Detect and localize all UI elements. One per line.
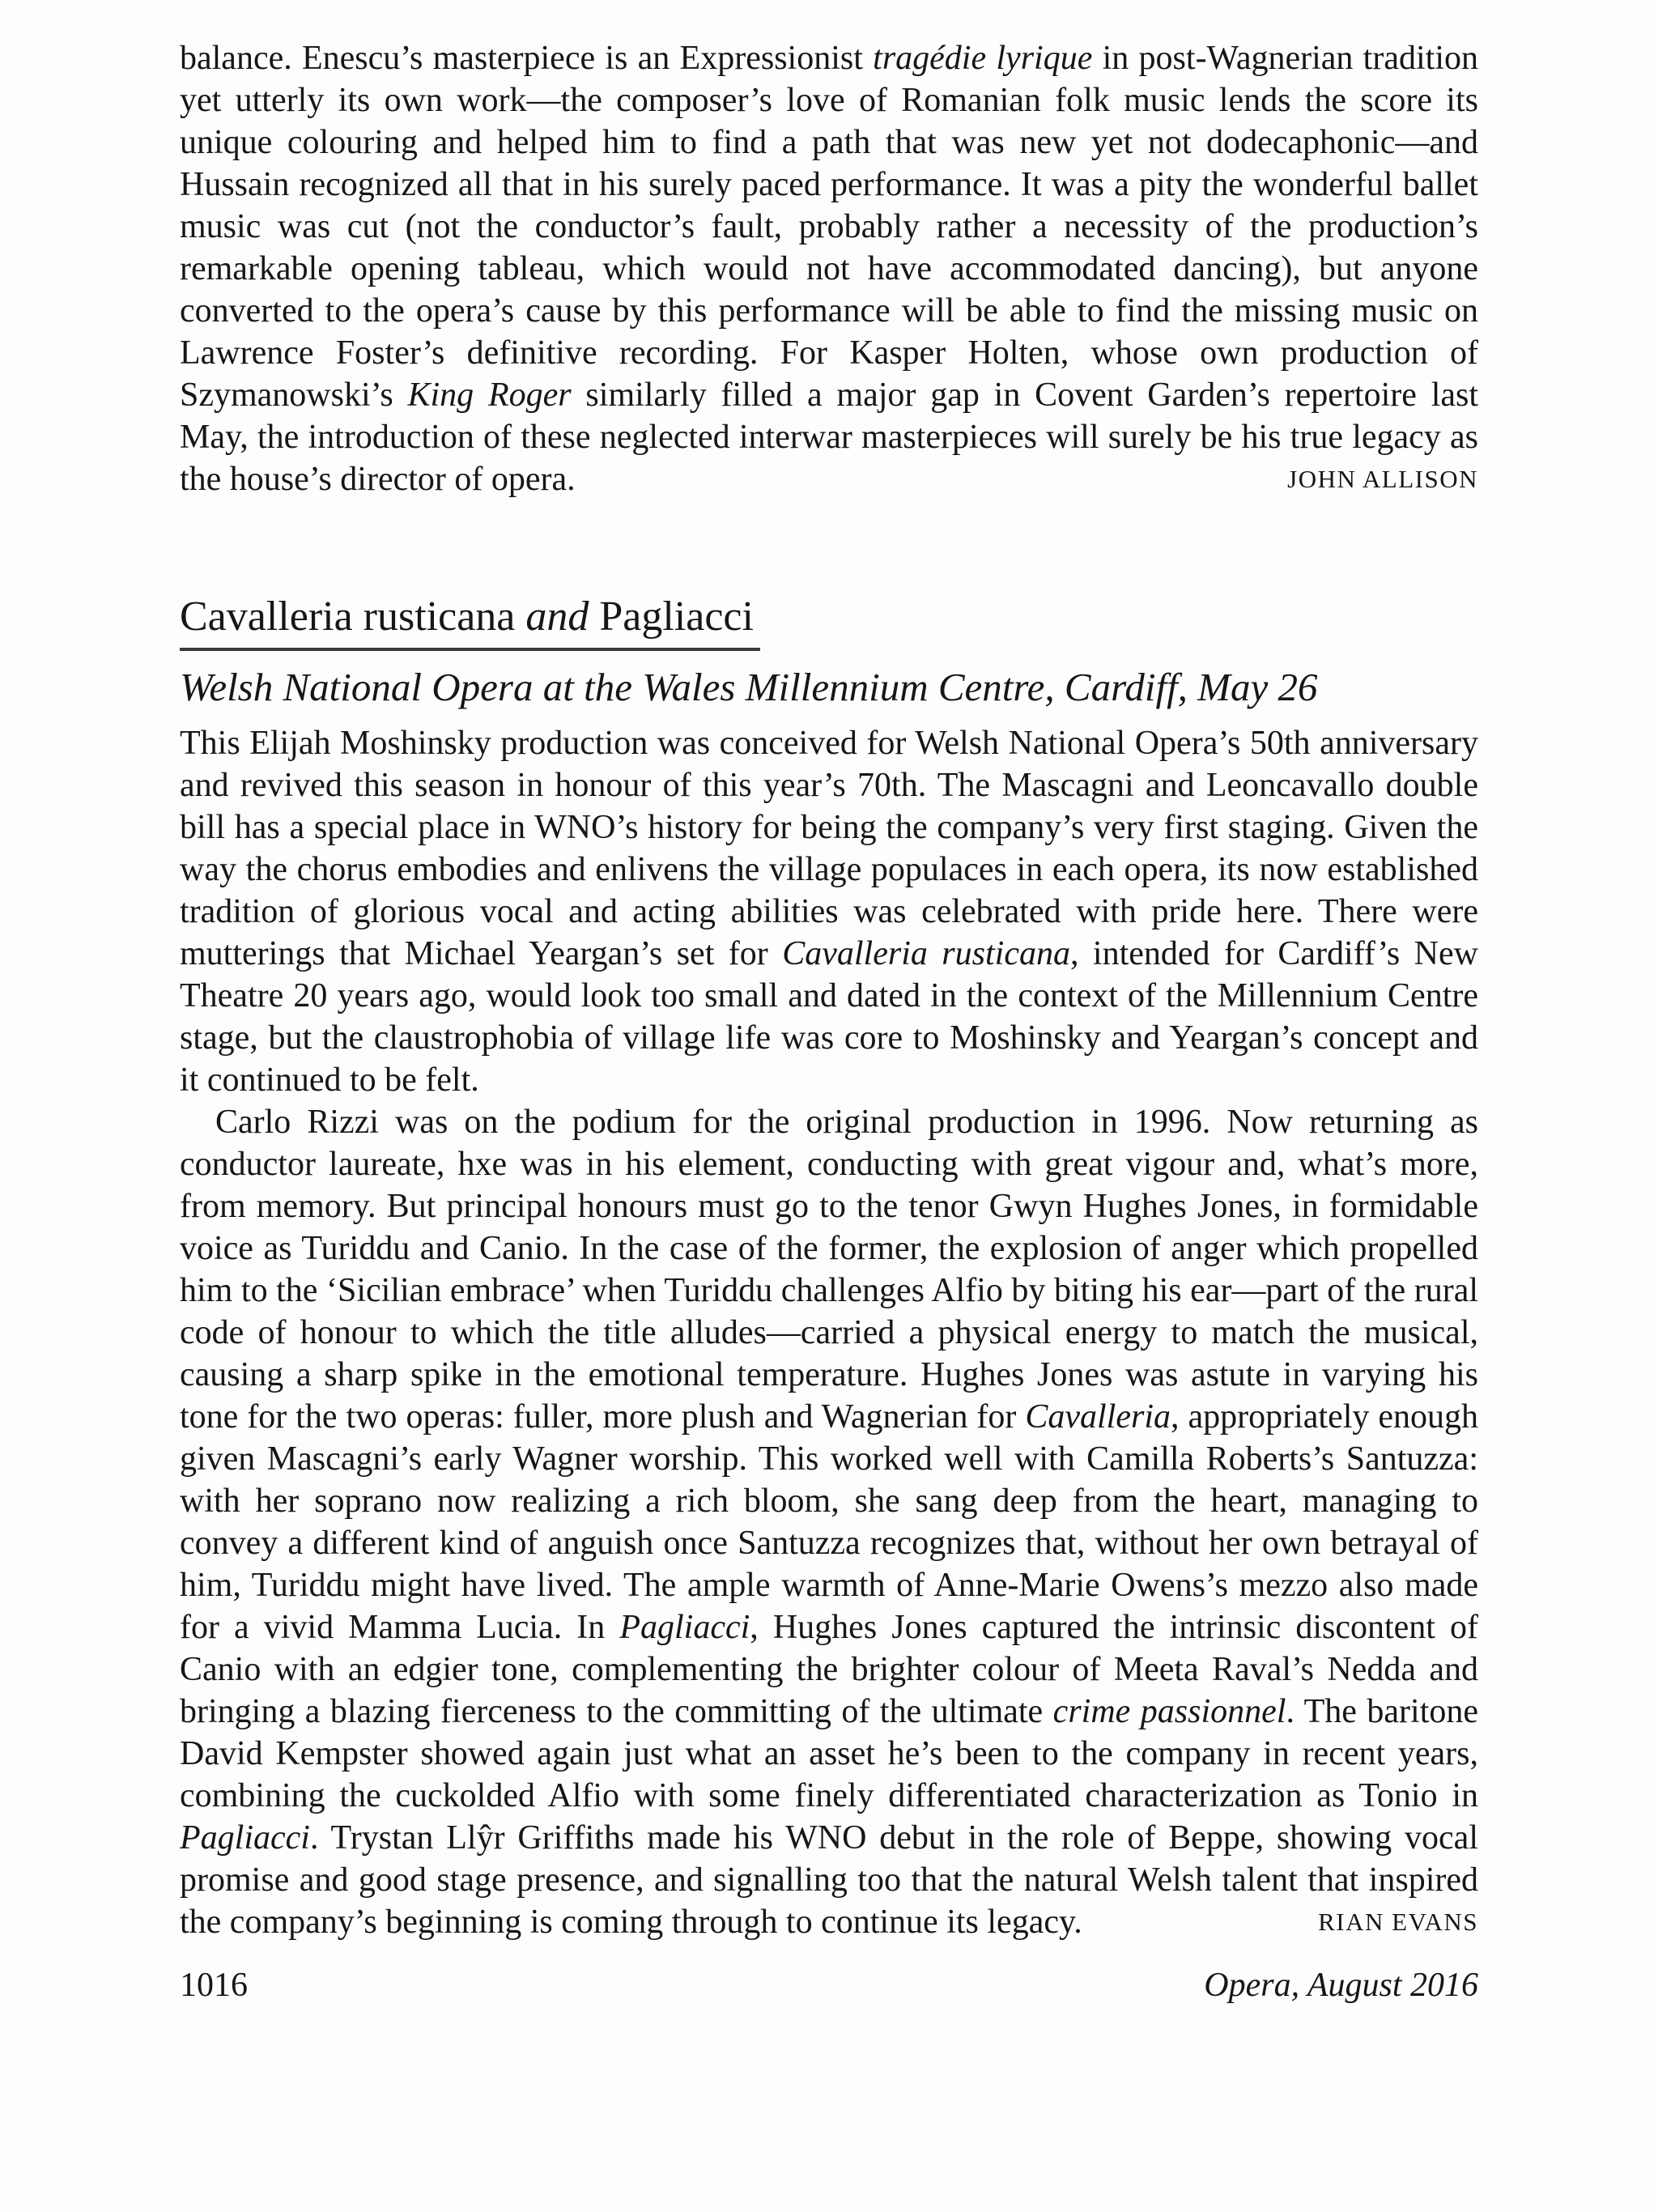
issue-label: Opera, August 2016	[1204, 1967, 1478, 2004]
review-venue-subtitle: Welsh National Opera at the Wales Millennium Centre, Cardiff, May 26	[180, 665, 1318, 709]
previous-review-conclusion	[180, 37, 1478, 500]
review-body-paragraph-2	[180, 1101, 1478, 1943]
review-body-paragraph-1: This Elijah Moshinsky production was conceived for Welsh National Opera’s 50th anniversary and revived this season in honour of this year’s 70th. The Mascagni and Leoncavallo double bill has a special place in WNO’s history for being the company’s very first staging. Given the way the chorus embodies and enlivens the village populaces in each opera, its now established tradition of glorious vocal and acting abilities was celebrated with pride here. There were mutterings that Michael Yeargan’s set for Cavalleria rusticana, intended for Cardiff’s New Theatre 20 years ago, would look too small and dated in the context of the Millennium Centre stage, but the claustrophobia of village life was core to Moshinsky and Yeargan’s concept and it continued to be felt.	[180, 725, 1478, 1099]
cavalleria-pagliacci-review	[180, 593, 1478, 1943]
review-title: Cavalleria rusticana and Pagliacci	[180, 593, 760, 651]
paragraph-text: balance. Enescu’s masterpiece is an Expressionist tragédie lyrique in post-Wagnerian tradition yet utterly its own work—the composer’s love of Romanian folk music lends the score its unique colouring and helped him to find a path that was new yet not dodecaphonic—and Hussain recognized all that in his surely paced performance. It was a pity the wonderful ballet music was cut (not the conductor’s fault, probably rather a necessity of the production’s remarkable opening tableau, which would not have accommodated dancing), but anyone converted to the opera’s cause by this performance will be able to find the missing music on Lawrence Foster’s definitive recording. For Kasper Holten, whose own production of Szymanowski’s King Roger similarly filled a major gap in Covent Garden’s repertoire last May, the introduction of these neglected interwar masterpieces will surely be his true legacy as the house’s director of opera.	[180, 40, 1479, 498]
page-number: 1016	[180, 1967, 248, 2004]
page-footer	[180, 1964, 1478, 2006]
review-paragraph	[180, 37, 1478, 500]
paragraph-text: Carlo Rizzi was on the podium for the original production in 1996. Now returning as conductor laureate, hxe was in his element, conducting with great vigour and, what’s more, from memory. But principal honours must go to the tenor Gwyn Hughes Jones, in formidable voice as Turiddu and Canio. In the case of the former, the explosion of anger which propelled him to the ‘Sicilian embrace’ when Turiddu challenges Alfio by biting his ear—part of the rural code of honour to which the title alludes—carried a physical energy to match the musical, causing a sharp spike in the emotional temperature. Hughes Jones was astute in varying his tone for the two operas: fuller, more plush and Wagnerian for Cavalleria, appropriately enough given Mascagni’s early Wagner worship. This worked well with Camilla Roberts’s Santuzza: with her soprano now realizing a rich bloom, she sang deep from the heart, managing to convey a different kind of anguish once Santuzza recognizes that, without her own betrayal of him, Turiddu might have lived. The ample warmth of Anne-Marie Owens’s mezzo also made for a vivid Mamma Lucia. In Pagliacci, Hughes Jones captured the intrinsic discontent of Canio with an edgier tone, complementing the brighter colour of Meeta Raval’s Nedda and bringing a blazing fierceness to the committing of the ultimate crime passionnel. The baritone David Kempster showed again just what an asset he’s been to the company in recent years, combining the cuckolded Alfio with some finely differentiated characterization as Tonio in Pagliacci. Trystan Llŷr Griffiths made his WNO debut in the role of Beppe, showing vocal promise and good stage presence, and signalling too that the natural Welsh talent that inspired the company’s beginning is coming through to continue its legacy.	[180, 1104, 1479, 1941]
review-title-row	[180, 593, 1478, 651]
byline-rian-evans: RIAN EVANS	[1318, 1908, 1478, 1936]
byline-john-allison: JOHN ALLISON	[1287, 465, 1478, 493]
